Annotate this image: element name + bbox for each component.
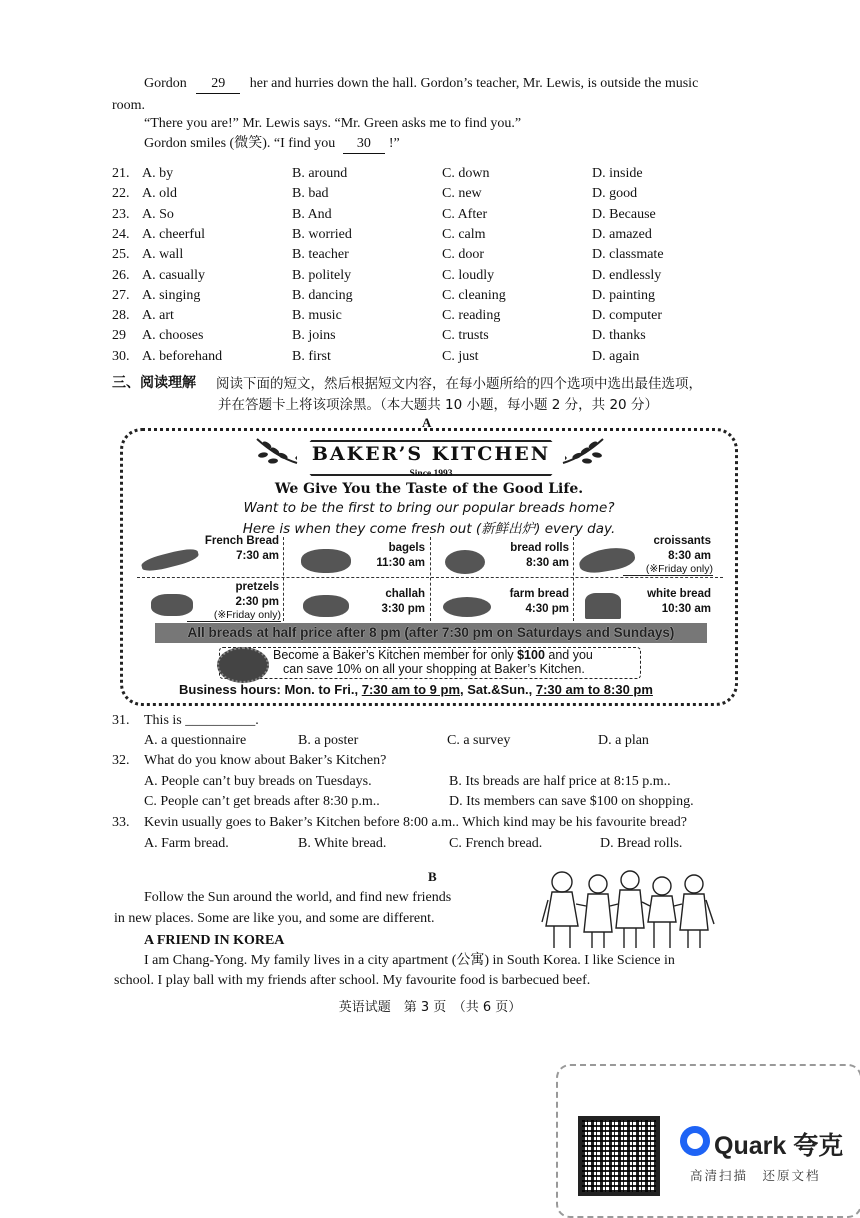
bread-time: 2:30 pm: [235, 596, 279, 608]
bread-item: [483, 587, 569, 617]
question-number: 33.: [112, 815, 130, 830]
grid-divider: [430, 537, 431, 621]
question-stem: This is __________.: [144, 713, 259, 728]
option-a: A. beforehand: [142, 348, 223, 364]
text: and you: [548, 648, 593, 662]
bread-name: farm bread: [509, 588, 569, 600]
text: Business hours: Mon. to Fri.,: [179, 682, 359, 697]
quark-logo-icon: [680, 1126, 710, 1156]
question-number: 21.: [112, 166, 130, 181]
text: Gordon smiles (微笑). “I find you: [144, 136, 336, 151]
option-c: C. reading: [442, 308, 501, 324]
option-d: D. a plan: [598, 733, 649, 748]
poster-title: BAKER’S KITCHEN: [311, 443, 551, 465]
question-number: 22.: [112, 186, 130, 202]
passage-b-line-2: in new places. Some are like you, and some are different.: [114, 911, 435, 926]
bread-name: white bread: [647, 588, 711, 600]
section-instructions-2: 并在答题卡上将该项涂黑。（本大题共 10 小题，每小题 2 分，共 20 分）: [218, 397, 658, 413]
option-a: A. Farm bread.: [144, 836, 229, 851]
weekend-hours: 7:30 am to 8:30 pm: [535, 682, 653, 697]
quark-brand: Quark 夸克: [714, 1132, 844, 1160]
bread-time: 7:30 am: [236, 550, 279, 562]
option-b: B. music: [292, 308, 342, 324]
text: , Sat.&Sun.,: [460, 682, 533, 697]
page-footer: 英语试题 第 3 页 （共 6 页）: [338, 1000, 522, 1015]
grid-divider: [283, 537, 284, 621]
option-c: C. French bread.: [449, 836, 543, 851]
question-number: 32.: [112, 753, 130, 768]
option-d: D. endlessly: [592, 267, 662, 283]
option-b: B. teacher: [292, 247, 349, 263]
question-number: 25.: [112, 247, 130, 263]
wheat-left-icon: [253, 433, 299, 477]
option-b: B. And: [292, 206, 332, 222]
grid-divider: [573, 537, 574, 621]
option-a: A. old: [142, 186, 177, 202]
wheat-right-icon: [561, 433, 607, 477]
children-illustration: [540, 866, 716, 952]
poster-slogan: We Give You the Taste of the Good Life.: [274, 481, 584, 497]
question-number: 29: [112, 328, 126, 344]
challah-icon: [303, 595, 349, 617]
option-c: C. just: [442, 348, 479, 364]
passage-a-label: A: [422, 415, 432, 430]
question-number: 24.: [112, 226, 130, 242]
option-d: D. inside: [592, 166, 643, 181]
option-a: A. cheerful: [142, 226, 205, 242]
option-d: D. Bread rolls.: [600, 836, 683, 851]
passage-b-heading: A FRIEND IN KOREA: [144, 933, 285, 948]
bread-item: [623, 587, 711, 617]
passage-b-line-4: school. I play ball with my friends after school. My favourite food is barbecued beef.: [114, 973, 591, 988]
passage-line-4: [144, 135, 400, 154]
text: !”: [388, 136, 400, 151]
bread-time: 10:30 am: [661, 603, 711, 615]
white-bread-icon: [585, 593, 621, 619]
option-b: B. joins: [292, 328, 336, 344]
option-c: C. new: [442, 186, 482, 202]
member-price: $100: [517, 648, 545, 662]
question-number: 31.: [112, 713, 130, 728]
passage-line-3: “There you are!” Mr. Lewis says. “Mr. Green asks me to find you.”: [144, 116, 522, 131]
text: her and hurries down the hall. Gordon’s teacher, Mr. Lewis, is outside the music: [249, 76, 699, 91]
option-b: B. politely: [292, 267, 352, 283]
question-stem: What do you know about Baker’s Kitchen?: [144, 753, 387, 768]
option-c: C. a survey: [447, 733, 511, 748]
business-hours: [179, 682, 653, 697]
option-b: B. a poster: [298, 733, 359, 748]
passage-line-1: [144, 75, 698, 94]
bread-item: [483, 541, 569, 571]
bread-time: 11:30 am: [376, 557, 425, 569]
option-a: A. casually: [142, 267, 205, 283]
question-number: 26.: [112, 267, 130, 283]
question-number: 23.: [112, 206, 130, 222]
friday-note: (※Friday only): [623, 563, 713, 576]
friday-note: (※Friday only): [187, 609, 281, 622]
bread-time: 3:30 pm: [381, 603, 425, 615]
option-c: C. down: [442, 166, 490, 181]
blank-29: 29: [196, 75, 240, 94]
bread-time: 4:30 pm: [525, 603, 569, 615]
bread-name: French Bread: [204, 535, 279, 547]
bread-name: bread rolls: [510, 542, 569, 554]
bread-item: [631, 534, 711, 564]
option-d: D. Its members can save $100 on shopping.: [449, 794, 694, 809]
option-c: C. After: [442, 206, 488, 222]
bread-item: [183, 534, 279, 564]
bread-rolls-icon: [445, 550, 485, 574]
poster-line-1: Want to be the first to bring our popular breads home?: [243, 500, 615, 516]
blank-30: 30: [343, 135, 385, 154]
qr-code-icon: [578, 1116, 660, 1196]
option-c: C. People can’t get breads after 8:30 p.m..: [144, 794, 380, 809]
bread-name: croissants: [653, 535, 711, 547]
option-b: B. around: [292, 166, 348, 181]
quark-watermark: [556, 1064, 860, 1218]
question-number: 30.: [112, 348, 130, 364]
bakery-poster: [120, 428, 738, 706]
passage-b-line-3: I am Chang-Yong. My family lives in a city apartment (公寓) in South Korea. I like Science in: [144, 953, 675, 968]
option-c: C. cleaning: [442, 287, 506, 303]
question-number: 27.: [112, 287, 130, 303]
option-d: D. computer: [592, 308, 662, 324]
option-c: C. door: [442, 247, 484, 263]
option-b: B. Its breads are half price at 8:15 p.m..: [449, 774, 671, 789]
option-b: B. dancing: [292, 287, 353, 303]
section-instructions-1: 阅读下面的短文，然后根据短文内容，在每小题所给的四个选项中选出最佳选项，: [216, 376, 702, 392]
option-d: D. again: [592, 348, 640, 364]
bread-item: [351, 587, 425, 617]
option-a: A. art: [142, 308, 174, 324]
weekday-hours: 7:30 am to 9 pm: [361, 682, 461, 697]
member-line-1: [273, 648, 593, 662]
option-b: B. first: [292, 348, 331, 364]
passage-line-2: room.: [112, 98, 146, 113]
member-seal-icon: [217, 647, 269, 683]
option-a: A. wall: [142, 247, 184, 263]
bread-item: [193, 580, 279, 610]
question-number: 28.: [112, 308, 130, 324]
bread-name: pretzels: [235, 581, 279, 593]
section-title: 三、阅读理解: [112, 375, 196, 391]
half-price-banner: All breads at half price after 8 pm (after 7:30 pm on Saturdays and Sundays): [155, 623, 707, 643]
question-stem: Kevin usually goes to Baker’s Kitchen before 8:00 a.m.. Which kind may be his favourite bread?: [144, 815, 687, 830]
option-c: C. calm: [442, 226, 486, 242]
passage-b-line-1: Follow the Sun around the world, and find new friends: [144, 890, 452, 905]
bread-time: 8:30 am: [526, 557, 569, 569]
option-a: A. So: [142, 206, 174, 222]
quark-tagline: 高清扫描 还原文档: [690, 1168, 821, 1183]
option-c: C. loudly: [442, 267, 495, 283]
passage-b-label: B: [428, 869, 437, 884]
option-c: C. trusts: [442, 328, 489, 344]
bread-time: 8:30 am: [668, 550, 711, 562]
option-d: D. painting: [592, 287, 655, 303]
option-b: B. worried: [292, 226, 352, 242]
bread-name: challah: [385, 588, 425, 600]
option-d: D. amazed: [592, 226, 652, 242]
bread-item: [351, 541, 425, 571]
poster-since: Since 1993: [409, 469, 453, 479]
option-a: A. a questionnaire: [144, 733, 247, 748]
member-line-2: can save 10% on all your shopping at Baker’s Kitchen.: [283, 662, 585, 676]
option-b: B. bad: [292, 186, 329, 202]
poster-line-2: Here is when they come fresh out (新鲜出炉) every day.: [242, 521, 616, 537]
option-a: A. chooses: [142, 328, 204, 344]
option-d: D. classmate: [592, 247, 664, 263]
text: Gordon: [144, 76, 187, 91]
option-d: D. Because: [592, 206, 656, 222]
bagels-icon: [301, 549, 351, 573]
bread-name: bagels: [388, 542, 425, 554]
option-d: D. thanks: [592, 328, 646, 344]
text: Become a Baker’s Kitchen member for only: [273, 648, 514, 662]
option-b: B. White bread.: [298, 836, 387, 851]
option-a: A. People can’t buy breads on Tuesdays.: [144, 774, 372, 789]
option-a: A. by: [142, 166, 174, 181]
option-d: D. good: [592, 186, 638, 202]
option-a: A. singing: [142, 287, 201, 303]
